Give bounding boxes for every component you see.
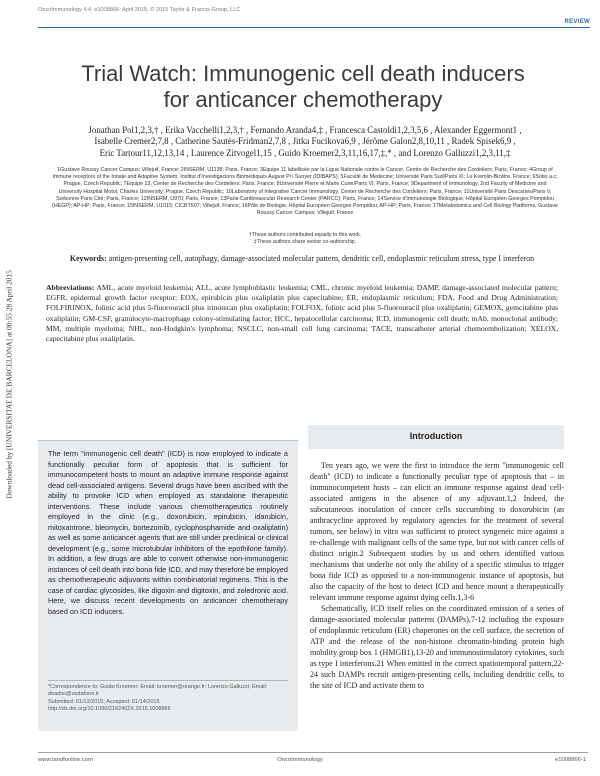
footer-journal: OncoImmunology [277, 757, 323, 763]
abstract-divider [48, 680, 288, 681]
abstract-text: The term "immunogenic cell death" (ICD) is now employed to indicate a functionally peculiar form of apoptosis that is sufficient for immunocompetent hosts to mount an adaptive immune response against dead cell-associated antigens. Several drugs have been ascribed with the ability to provoke ICD when employed as standalone therapeutic interventions. These include various chemotherapeutics routinely employed in the clinic (e.g., doxorubicin, epirubicin, idarubicin, mitoxantrone, bleomycin, bortezomib, cyclophosphamide and oxaliplatin) as well as some anticancer agents that are still under preclinical or clinical development (e.g., some microtubular inhibitors of the epothilone family). In addition, a few drugs are able to convert otherwise non-immunogenic instances of cell death into bona fide ICD, and may therefore be employed as chemotherapeutic adjuvants within combinatorial regimens. This is the case of cardiac glycosides, like digoxin and digitoxin, and zoledronic acid. Here, we discuss recent developments on anticancer chemotherapy based on ICD inducers. [48, 449, 288, 616]
title-line-1: Trial Watch: Immunogenic cell death inducers [81, 61, 525, 86]
article-metadata [48, 684, 288, 714]
download-watermark: Downloaded by [UNIVERSITAT DE BARCELONA] at 00:55 28 April 2015 [4, 270, 14, 499]
correspondence: *Correspondence to: Guido Kroemer; Email: kroemer@orange.fr; Lorenzo Galluzzi; Email: deadoc@vodafone.it [48, 684, 268, 698]
authors-line-1: Jonathan Pol1,2,3,† , Erika Vacchelli1,2,3,† , Fernando Aranda4,‡ , Francesca Castoldi1,2,3,5,6 , Alexander Eggermont1 , [88, 125, 522, 135]
authors-line-3: Eric Tartour11,12,13,14 , Laurence Zitvogel1,15 , Guido Kroemer2,3,11,16,17,‡,* , and Lorenzo Galluzzi1,2,3,11,‡ [99, 147, 511, 158]
senior-authorship-note: ‡These authors share senior co-authorship. [253, 239, 357, 246]
keywords [46, 254, 558, 264]
introduction-heading: Introduction [409, 431, 463, 441]
abbreviations-text: AML, acute myeloid leukemia; ALL, acute lymphoblastic leukemia; CML, chronic myeloid leukemia; DAMP, damage-associated molecular pattern; EGFR, epidermal growth factor receptor; EOX, epirubicin plus oxaliplatin plus capecitabine; ER, endoplasmic reticulum; FDA, Food and Drug Administration; FOLFIRINOX, folinic acid plus 5-fluorouracil plus irinotecan plus oxaliplatin; FOLFOX, folinic acid plus 5-fluorouracil plus oxaliplatin; GEMOX, gemcitabine plus oxaliplatin; GM-CSF, granulocyte-macrophage colony-stimulating factor; HCC, hepatocellular carcinoma; ICD, immunogenic cell death; mAb, monoclonal antibody; MM, multiple myeloma; NHL, non-Hodgkin's lymphoma; NSCLC, non-small cell lung carcinoma; TACE, transcatheter arterial chemoembolization; XELOX, capecitabine plus oxaliplatin. [46, 283, 558, 344]
author-list [58, 125, 552, 159]
abbreviations [46, 283, 558, 344]
introduction-body [310, 460, 564, 691]
doi-link[interactable]: http://dx.doi.org/10.1080/2162402X.2015.1008866 [48, 706, 171, 713]
author-notes [52, 232, 558, 247]
introduction-paragraph-2: Schematically, ICD itself relies on the coordinated emission of a series of damage-associated molecular patterns (DAMPs),7-12 including the exposure of endoplasmic reticulum (ER) chaperones on the cell surface, the secretion of ATP and the release of the non-histone chromatin-binding protein high mobility group box 1 (HMGB1),13-20 and immunostimulatory cytokines, such as type I interferons.21 When emitted in the correct spatiotemporal pattern,22-24 such DAMPs recruit antigen-presenting cells, including dendritic cells, to the site of ICD and activate them to [310, 604, 564, 690]
authors-line-2: Isabelle Cremer2,7,8 , Catherine Sautès-Fridman2,7,8 , Jitka Fucikova6,9 , Jérôme Galon2,8,10,11 , Radek Spisek6,9 , [94, 136, 516, 147]
affiliations: 1Gustave Roussy Cancer Campus; Villejuif, France; 2INSERM, U1138; Paris, France; 3Equipe 11 labellisée par la Ligue Nationale contre le Cancer, Centre de Recherche des Cordeliers; Paris, France; 4Group of Immune receptors of the Innate and Adaptive System, Institut d'Investigacions Biomédiques August Pi i Sunyer (IDIBAPS); 5Faculté de Medecine; Université Paris Sud/Paris XI; Le Kremlin-Bicêtre, France; 6Sotio a.c; Prague, Czech Republic; 7Equipe 13, Center de Recherche des Cordeliers; Paris, France; 8Université Pierre et Marie Curie/Paris VI; Paris, France; 9Department of Immunology, 2nd Faculty of Medicine and University Hospital Motol, Charles University; Prague, Czech Republic; 10Laboratory of Integrative Cancer Immunology, Center de Recherche des Cordeliers; Paris, France; 11Université Paris Descartes/Paris V, Sorbonne Paris Cité; Paris, France; 12INSERM, U970; Paris, France; 13Paris-Cardiovascular Research Center (PARCC); Paris, France; 14Service d'Immunologie Biologique, Hôpital Européen Georges Pompidou (HEGP); AP-HP; Paris, France; 15INSERM, U1015; CICBT507; Villejuif, France; 16Pôle de Biologie, Hôpital Européen Georges Pompidou; AP-HP; Paris, France; 17Metabolomics and Cell Biology Platforms, Gustave Roussy Cancer Campus; Villejuif, France [52, 167, 558, 217]
footer-website-link[interactable]: www.tandfonline.com [38, 757, 93, 763]
equal-contribution-note: †These authors contributed equally to this work. [248, 232, 362, 238]
footer-rule [38, 752, 588, 753]
keywords-label: Keywords: [69, 254, 107, 263]
introduction-paragraph-1: Ten years ago, we were the first to introduce the term "immunogenic cell death" (ICD) to indicate a functionally peculiar type of apoptosis that – in immunocompetent hosts – can elicit an immune response against dead cell-associated antigens in the absence of any adjuvant.1,2 Indeed, the subcutaneous inoculation of cancer cells succumbing to doxorubicin (an anthracycline approved by regulatory agencies for the treatment of several tumors, see below) in vitro was sufficient to protect syngeneic mice against a re-challenge with malignant cells of the same type, but not with cancer cells of distinct origin.2 Subsequent studies by us and others identified various mechanisms that underlie not only the ability of a specific stimulus to trigger bona fide ICD as opposed to a non-immunogenic instance of apoptosis, but also the capacity of the host to detect ICD and hence mount a therapeutically relevant immune response against dying cells.1,3-6 [310, 461, 564, 602]
journal-citation-line: OncoImmunology 4:4, e1008866; April 2015; © 2015 Taylor & Francis Group, LLC [38, 7, 241, 13]
footer-page-number: e1008866-1 [555, 757, 586, 763]
abbreviations-label: Abbreviations: [46, 283, 95, 292]
title-line-2: for anticancer chemotherapy [163, 87, 443, 112]
article-title [40, 61, 566, 113]
keywords-text: antigen-presenting cell, autophagy, damage-associated molecular pattern, dendritic cell, endoplasmic reticulum stress, type I interferon [108, 254, 535, 263]
submission-dates: Submitted: 01/13/2015; Accepted: 01/14/2015 [48, 698, 160, 705]
section-label: REVIEW [564, 19, 590, 25]
header-rule [38, 27, 590, 28]
